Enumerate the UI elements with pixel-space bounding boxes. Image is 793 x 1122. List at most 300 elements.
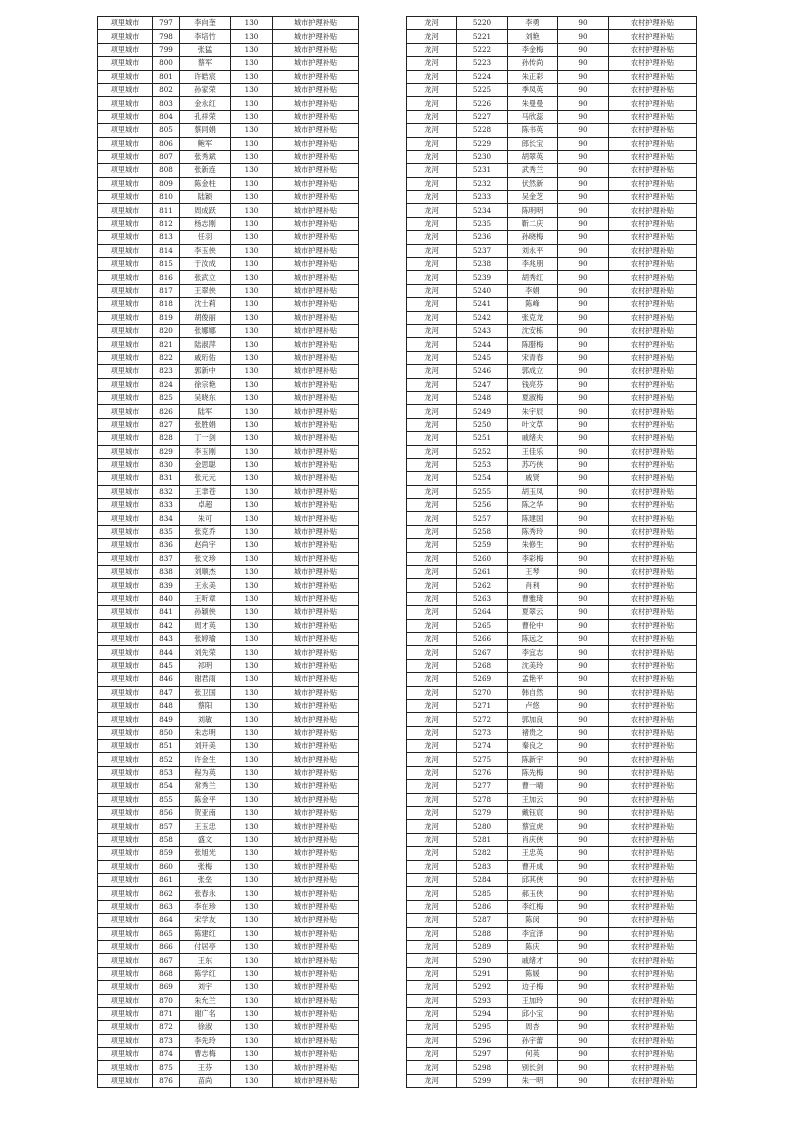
amount-cell: 90: [558, 284, 609, 297]
amount-cell: 130: [231, 753, 273, 766]
name-cell: 朱正彩: [508, 70, 558, 83]
number-cell: 5265: [457, 619, 508, 632]
category-cell: 农村护理补贴: [609, 807, 697, 820]
region-cell: 项里城市: [98, 539, 153, 552]
name-cell: 盛文: [180, 833, 231, 846]
category-cell: 农村护理补贴: [609, 847, 697, 860]
category-cell: 农村护理补贴: [609, 793, 697, 806]
amount-cell: 130: [231, 927, 273, 940]
name-cell: 刘宇: [180, 981, 231, 994]
category-cell: 城市护理补贴: [273, 512, 359, 525]
amount-cell: 90: [558, 110, 609, 123]
amount-cell: 90: [558, 807, 609, 820]
name-cell: 吴晓东: [180, 391, 231, 404]
category-cell: 农村护理补贴: [609, 954, 697, 967]
amount-cell: 130: [231, 231, 273, 244]
region-cell: 龙河: [407, 512, 457, 525]
table-row: [407, 472, 697, 485]
region-cell: 项里城市: [98, 713, 153, 726]
number-cell: 5286: [457, 900, 508, 913]
category-cell: 城市护理补贴: [273, 606, 359, 619]
number-cell: 5242: [457, 311, 508, 324]
region-cell: 项里城市: [98, 967, 153, 980]
name-cell: 曹雅琦: [508, 592, 558, 605]
category-cell: 城市护理补贴: [273, 713, 359, 726]
number-cell: 826: [153, 405, 180, 418]
category-cell: 农村护理补贴: [609, 485, 697, 498]
number-cell: 852: [153, 753, 180, 766]
category-cell: 农村护理补贴: [609, 405, 697, 418]
name-cell: 王听章: [180, 592, 231, 605]
table-row: [98, 17, 359, 30]
number-cell: 798: [153, 30, 180, 43]
table-row: [98, 632, 359, 645]
number-cell: 5262: [457, 579, 508, 592]
table-row: [407, 458, 697, 471]
region-cell: 项里城市: [98, 525, 153, 538]
name-cell: 常秀兰: [180, 780, 231, 793]
number-cell: 5259: [457, 539, 508, 552]
table-row: [98, 110, 359, 123]
table-row: [98, 793, 359, 806]
amount-cell: 130: [231, 124, 273, 137]
amount-cell: 90: [558, 472, 609, 485]
region-cell: 龙河: [407, 766, 457, 779]
number-cell: 848: [153, 699, 180, 712]
region-cell: 项里城市: [98, 686, 153, 699]
region-cell: 龙河: [407, 191, 457, 204]
table-row: [98, 30, 359, 43]
region-cell: 项里城市: [98, 324, 153, 337]
table-row: [98, 833, 359, 846]
number-cell: 810: [153, 191, 180, 204]
table-row: [98, 566, 359, 579]
region-cell: 龙河: [407, 592, 457, 605]
number-cell: 5247: [457, 378, 508, 391]
region-cell: 龙河: [407, 1034, 457, 1047]
category-cell: 农村护理补贴: [609, 566, 697, 579]
table-row: [407, 940, 697, 953]
region-cell: 项里城市: [98, 150, 153, 163]
number-cell: 5256: [457, 499, 508, 512]
table-row: [407, 967, 697, 980]
number-cell: 838: [153, 566, 180, 579]
number-cell: 868: [153, 967, 180, 980]
number-cell: 834: [153, 512, 180, 525]
amount-cell: 90: [558, 365, 609, 378]
region-cell: 项里城市: [98, 1048, 153, 1061]
category-cell: 城市护理补贴: [273, 780, 359, 793]
table-row: [407, 217, 697, 230]
name-cell: 胡玉凤: [508, 485, 558, 498]
region-cell: 项里城市: [98, 726, 153, 739]
name-cell: 陈先梅: [508, 766, 558, 779]
amount-cell: 130: [231, 1061, 273, 1074]
amount-cell: 130: [231, 874, 273, 887]
number-cell: 865: [153, 927, 180, 940]
table-row: [98, 445, 359, 458]
amount-cell: 90: [558, 1061, 609, 1074]
region-cell: 龙河: [407, 606, 457, 619]
amount-cell: 90: [558, 954, 609, 967]
number-cell: 5278: [457, 793, 508, 806]
region-cell: 龙河: [407, 338, 457, 351]
table-row: [98, 994, 359, 1007]
table-row: [407, 807, 697, 820]
table-row: [98, 83, 359, 96]
number-cell: 821: [153, 338, 180, 351]
region-cell: 龙河: [407, 833, 457, 846]
region-cell: 项里城市: [98, 940, 153, 953]
category-cell: 城市护理补贴: [273, 874, 359, 887]
amount-cell: 90: [558, 525, 609, 538]
category-cell: 农村护理补贴: [609, 472, 697, 485]
category-cell: 农村护理补贴: [609, 418, 697, 431]
number-cell: 857: [153, 820, 180, 833]
table-row: [407, 432, 697, 445]
amount-cell: 90: [558, 766, 609, 779]
category-cell: 农村护理补贴: [609, 137, 697, 150]
name-cell: 张克龙: [508, 311, 558, 324]
name-cell: 朱修生: [508, 539, 558, 552]
name-cell: 任羽: [180, 231, 231, 244]
amount-cell: 130: [231, 525, 273, 538]
region-cell: 龙河: [407, 807, 457, 820]
name-cell: 徐淑: [180, 1021, 231, 1034]
number-cell: 5225: [457, 83, 508, 96]
name-cell: 别长剑: [508, 1061, 558, 1074]
amount-cell: 90: [558, 485, 609, 498]
name-cell: 蔡宜虎: [508, 820, 558, 833]
table-row: [407, 338, 697, 351]
table-row: [407, 83, 697, 96]
table-row: [407, 994, 697, 1007]
amount-cell: 130: [231, 726, 273, 739]
name-cell: 李玉侠: [180, 244, 231, 257]
name-cell: 徐宗艳: [180, 378, 231, 391]
table-row: [407, 566, 697, 579]
table-row: [98, 324, 359, 337]
region-cell: 项里城市: [98, 258, 153, 271]
name-cell: 宋青春: [508, 351, 558, 364]
table-row: [407, 981, 697, 994]
table-row: [407, 1007, 697, 1020]
table-row: [407, 539, 697, 552]
name-cell: 王东: [180, 954, 231, 967]
name-cell: 许金生: [180, 753, 231, 766]
name-cell: 李宜志: [508, 646, 558, 659]
table-row: [407, 632, 697, 645]
category-cell: 城市护理补贴: [273, 405, 359, 418]
category-cell: 城市护理补贴: [273, 1034, 359, 1047]
number-cell: 858: [153, 833, 180, 846]
name-cell: 朱曼曼: [508, 97, 558, 110]
category-cell: 农村护理补贴: [609, 191, 697, 204]
amount-cell: 90: [558, 552, 609, 565]
region-cell: 龙河: [407, 525, 457, 538]
category-cell: 农村护理补贴: [609, 632, 697, 645]
name-cell: 郭加良: [508, 713, 558, 726]
region-cell: 龙河: [407, 539, 457, 552]
number-cell: 873: [153, 1034, 180, 1047]
table-row: [407, 874, 697, 887]
region-cell: 龙河: [407, 378, 457, 391]
table-row: [407, 740, 697, 753]
amount-cell: 130: [231, 472, 273, 485]
name-cell: 夏淑梅: [508, 391, 558, 404]
region-cell: 龙河: [407, 1061, 457, 1074]
category-cell: 农村护理补贴: [609, 1061, 697, 1074]
number-cell: 5266: [457, 632, 508, 645]
table-row: [98, 231, 359, 244]
amount-cell: 130: [231, 539, 273, 552]
category-cell: 农村护理补贴: [609, 726, 697, 739]
table-row: [98, 807, 359, 820]
amount-cell: 90: [558, 164, 609, 177]
number-cell: 5254: [457, 472, 508, 485]
table-row: [407, 499, 697, 512]
number-cell: 844: [153, 646, 180, 659]
name-cell: 孙宇蕾: [508, 1034, 558, 1047]
region-cell: 项里城市: [98, 592, 153, 605]
region-cell: 项里城市: [98, 659, 153, 672]
number-cell: 802: [153, 83, 180, 96]
region-cell: 项里城市: [98, 606, 153, 619]
table-row: [407, 231, 697, 244]
category-cell: 农村护理补贴: [609, 150, 697, 163]
table-row: [407, 391, 697, 404]
category-cell: 城市护理补贴: [273, 191, 359, 204]
region-cell: 龙河: [407, 699, 457, 712]
category-cell: 城市护理补贴: [273, 887, 359, 900]
table-row: [407, 860, 697, 873]
number-cell: 5222: [457, 43, 508, 56]
region-cell: 项里城市: [98, 499, 153, 512]
amount-cell: 90: [558, 900, 609, 913]
table-row: [407, 258, 697, 271]
region-cell: 龙河: [407, 1007, 457, 1020]
name-cell: 刘开美: [180, 740, 231, 753]
number-cell: 5270: [457, 686, 508, 699]
region-cell: 龙河: [407, 499, 457, 512]
table-row: [98, 298, 359, 311]
table-row: [98, 981, 359, 994]
number-cell: 5224: [457, 70, 508, 83]
category-cell: 城市护理补贴: [273, 632, 359, 645]
category-cell: 农村护理补贴: [609, 97, 697, 110]
name-cell: 朱允兰: [180, 994, 231, 1007]
region-cell: 项里城市: [98, 914, 153, 927]
amount-cell: 90: [558, 258, 609, 271]
name-cell: 李在珍: [180, 900, 231, 913]
table-row: [407, 365, 697, 378]
table-row: [98, 552, 359, 565]
category-cell: 城市护理补贴: [273, 97, 359, 110]
amount-cell: 90: [558, 445, 609, 458]
category-cell: 农村护理补贴: [609, 887, 697, 900]
category-cell: 农村护理补贴: [609, 311, 697, 324]
amount-cell: 90: [558, 606, 609, 619]
category-cell: 城市护理补贴: [273, 833, 359, 846]
category-cell: 农村护理补贴: [609, 204, 697, 217]
number-cell: 5231: [457, 164, 508, 177]
category-cell: 城市护理补贴: [273, 391, 359, 404]
category-cell: 城市护理补贴: [273, 954, 359, 967]
amount-cell: 90: [558, 83, 609, 96]
amount-cell: 90: [558, 391, 609, 404]
table-row: [407, 833, 697, 846]
table-row: [407, 284, 697, 297]
number-cell: 5249: [457, 405, 508, 418]
region-cell: 龙河: [407, 164, 457, 177]
table-row: [98, 1048, 359, 1061]
category-cell: 农村护理补贴: [609, 981, 697, 994]
amount-cell: 130: [231, 458, 273, 471]
name-cell: 张旭光: [180, 847, 231, 860]
table-row: [407, 485, 697, 498]
table-row: [407, 552, 697, 565]
amount-cell: 90: [558, 137, 609, 150]
number-cell: 5282: [457, 847, 508, 860]
category-cell: 农村护理补贴: [609, 914, 697, 927]
category-cell: 城市护理补贴: [273, 820, 359, 833]
category-cell: 城市护理补贴: [273, 619, 359, 632]
category-cell: 城市护理补贴: [273, 552, 359, 565]
name-cell: 李彩梅: [508, 552, 558, 565]
table-row: [98, 967, 359, 980]
number-cell: 853: [153, 766, 180, 779]
number-cell: 5267: [457, 646, 508, 659]
name-cell: 沈安栋: [508, 324, 558, 337]
number-cell: 5257: [457, 512, 508, 525]
name-cell: 陈建国: [508, 512, 558, 525]
name-cell: 陈金柱: [180, 177, 231, 190]
region-cell: 项里城市: [98, 860, 153, 873]
category-cell: 农村护理补贴: [609, 619, 697, 632]
name-cell: 戚绪夫: [508, 432, 558, 445]
amount-cell: 130: [231, 271, 273, 284]
subsidy-table-left: [97, 16, 359, 1088]
name-cell: 郎长宝: [508, 137, 558, 150]
name-cell: 马欣蕊: [508, 110, 558, 123]
amount-cell: 130: [231, 57, 273, 70]
region-cell: 项里城市: [98, 338, 153, 351]
number-cell: 841: [153, 606, 180, 619]
category-cell: 城市护理补贴: [273, 860, 359, 873]
table-row: [98, 485, 359, 498]
table-row: [98, 150, 359, 163]
name-cell: 王忠英: [508, 847, 558, 860]
region-cell: 项里城市: [98, 17, 153, 30]
region-cell: 龙河: [407, 713, 457, 726]
name-cell: 张胜娟: [180, 418, 231, 431]
number-cell: 5245: [457, 351, 508, 364]
amount-cell: 130: [231, 177, 273, 190]
amount-cell: 90: [558, 753, 609, 766]
number-cell: 5251: [457, 432, 508, 445]
amount-cell: 90: [558, 1074, 609, 1087]
number-cell: 5223: [457, 57, 508, 70]
table-row: [98, 405, 359, 418]
amount-cell: 90: [558, 298, 609, 311]
category-cell: 城市护理补贴: [273, 217, 359, 230]
region-cell: 项里城市: [98, 445, 153, 458]
region-cell: 项里城市: [98, 1021, 153, 1034]
category-cell: 农村护理补贴: [609, 43, 697, 56]
number-cell: 5220: [457, 17, 508, 30]
region-cell: 项里城市: [98, 632, 153, 645]
region-cell: 项里城市: [98, 30, 153, 43]
table-row: [407, 17, 697, 30]
amount-cell: 90: [558, 17, 609, 30]
amount-cell: 90: [558, 338, 609, 351]
name-cell: 张婷瑜: [180, 632, 231, 645]
amount-cell: 130: [231, 900, 273, 913]
number-cell: 5237: [457, 244, 508, 257]
name-cell: 吴金芝: [508, 191, 558, 204]
number-cell: 5285: [457, 887, 508, 900]
category-cell: 农村护理补贴: [609, 766, 697, 779]
table-row: [407, 766, 697, 779]
name-cell: 孟艳平: [508, 673, 558, 686]
category-cell: 城市护理补贴: [273, 1021, 359, 1034]
category-cell: 农村护理补贴: [609, 1034, 697, 1047]
amount-cell: 130: [231, 1048, 273, 1061]
category-cell: 农村护理补贴: [609, 445, 697, 458]
number-cell: 823: [153, 365, 180, 378]
number-cell: 837: [153, 552, 180, 565]
amount-cell: 130: [231, 499, 273, 512]
region-cell: 项里城市: [98, 204, 153, 217]
amount-cell: 130: [231, 97, 273, 110]
number-cell: 819: [153, 311, 180, 324]
category-cell: 城市护理补贴: [273, 258, 359, 271]
number-cell: 5232: [457, 177, 508, 190]
number-cell: 864: [153, 914, 180, 927]
category-cell: 农村护理补贴: [609, 124, 697, 137]
name-cell: 张春永: [180, 887, 231, 900]
name-cell: 邱其侠: [508, 874, 558, 887]
name-cell: 周杏: [508, 1021, 558, 1034]
table-row: [407, 1048, 697, 1061]
table-row: [98, 70, 359, 83]
amount-cell: 130: [231, 338, 273, 351]
category-cell: 城市护理补贴: [273, 164, 359, 177]
number-cell: 843: [153, 632, 180, 645]
region-cell: 龙河: [407, 646, 457, 659]
table-row: [407, 70, 697, 83]
number-cell: 797: [153, 17, 180, 30]
region-cell: 项里城市: [98, 97, 153, 110]
table-row: [98, 525, 359, 538]
category-cell: 农村护理补贴: [609, 17, 697, 30]
category-cell: 农村护理补贴: [609, 271, 697, 284]
number-cell: 5236: [457, 231, 508, 244]
name-cell: 张新连: [180, 164, 231, 177]
table-row: [98, 740, 359, 753]
region-cell: 项里城市: [98, 740, 153, 753]
name-cell: 胡俊丽: [180, 311, 231, 324]
number-cell: 5298: [457, 1061, 508, 1074]
number-cell: 5272: [457, 713, 508, 726]
amount-cell: 130: [231, 30, 273, 43]
number-cell: 854: [153, 780, 180, 793]
amount-cell: 90: [558, 726, 609, 739]
category-cell: 农村护理补贴: [609, 940, 697, 953]
amount-cell: 90: [558, 860, 609, 873]
region-cell: 龙河: [407, 258, 457, 271]
region-cell: 项里城市: [98, 124, 153, 137]
